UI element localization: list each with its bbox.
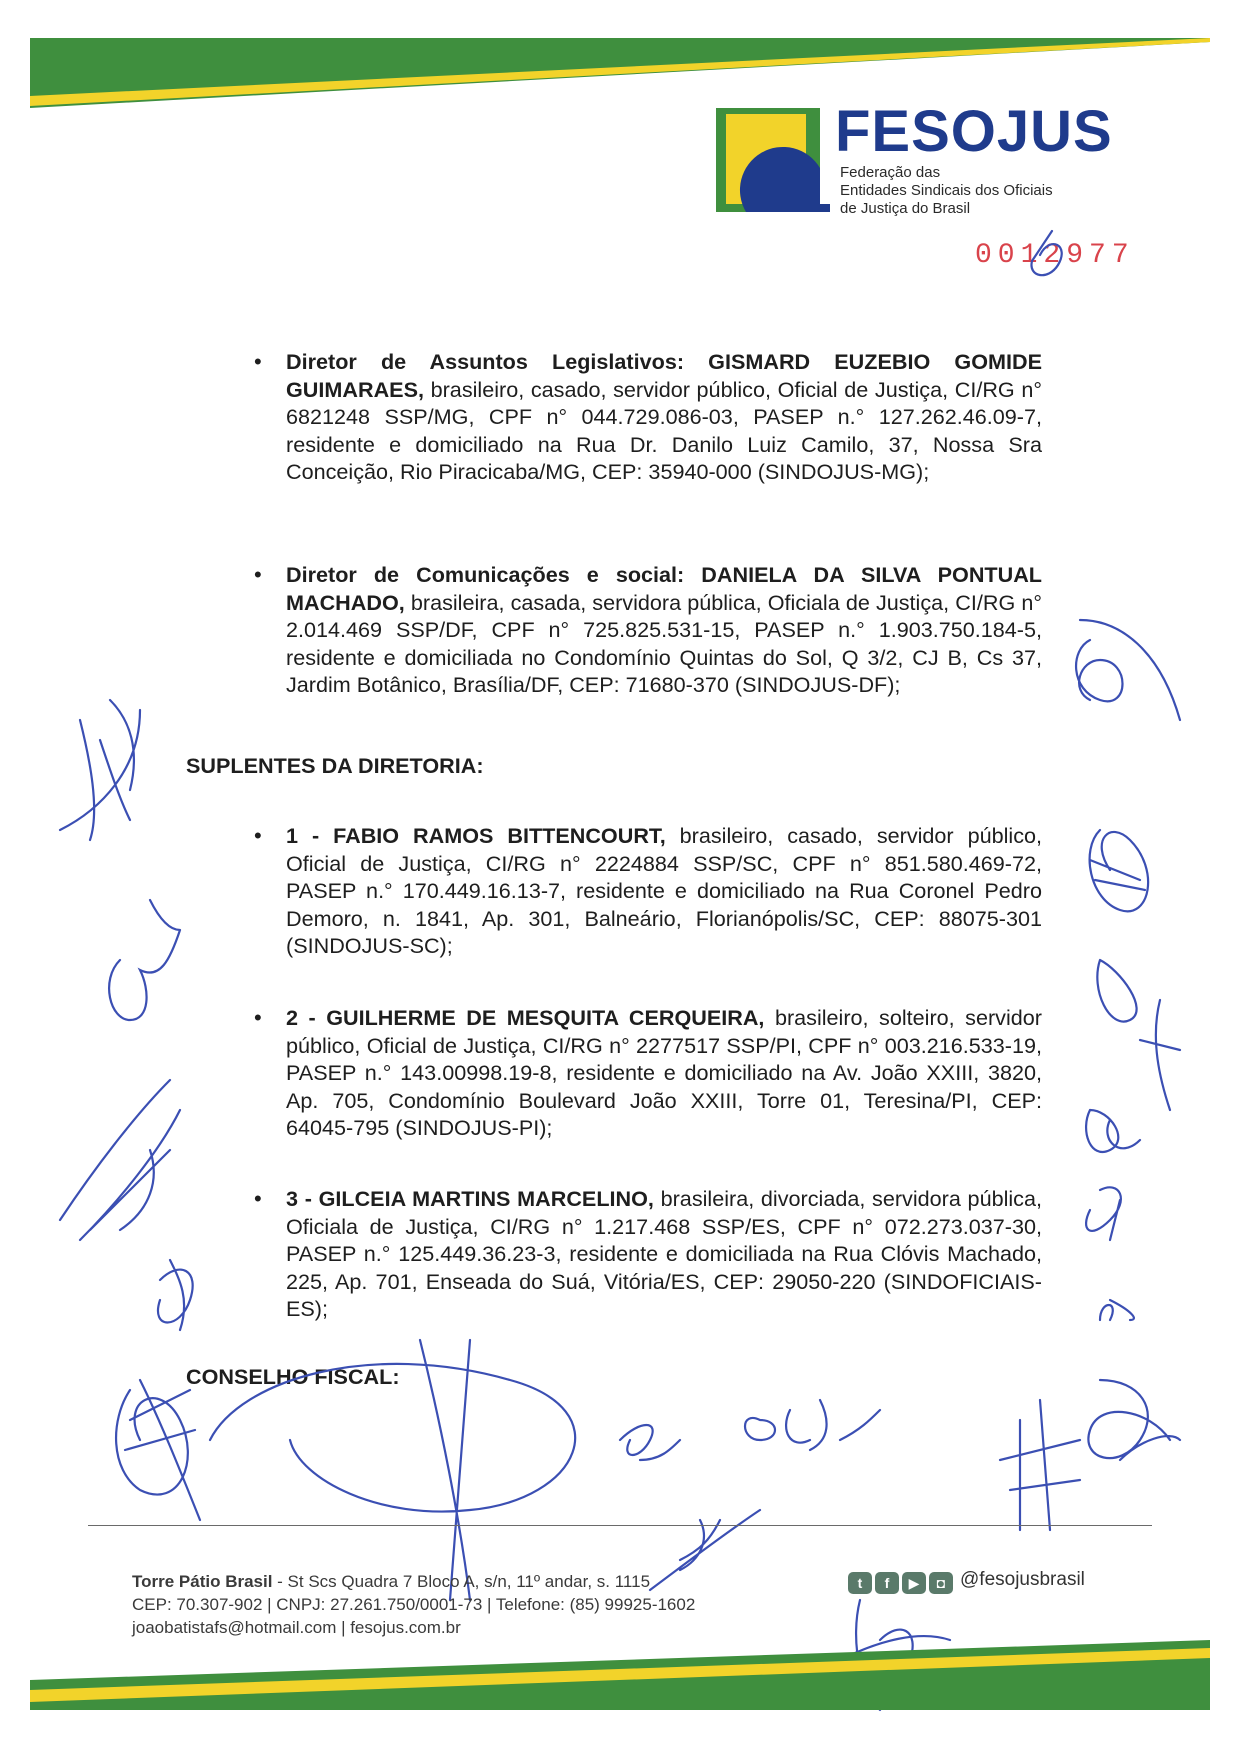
section-heading-suplentes: SUPLENTES DA DIRETORIA:	[186, 753, 484, 778]
entry-title: 1 - FABIO RAMOS BITTENCOURT,	[286, 823, 666, 848]
footer-divider	[88, 1525, 1152, 1526]
bottom-banner	[0, 1640, 1240, 1755]
brand-subtitle-line: Entidades Sindicais dos Oficiais	[840, 182, 1053, 199]
bullet: •	[254, 562, 262, 587]
brand-subtitle-line: de Justiça do Brasil	[840, 200, 971, 217]
entry-title: 3 - GILCEIA MARTINS MARCELINO,	[286, 1186, 654, 1211]
entry-title: Diretor de Assuntos Legislativos: GISMARD EUZEBIO GOMIDE GUIMARAES,	[286, 349, 1042, 402]
facebook-icon[interactable]: f	[875, 1572, 899, 1594]
entry-title: 2 - GUILHERME DE MESQUITA CERQUEIRA,	[286, 1005, 765, 1030]
bullet: •	[254, 1005, 262, 1030]
section-heading-conselho-fiscal: CONSELHO FISCAL:	[186, 1364, 400, 1389]
footer-address-bold: Torre Pátio Brasil	[132, 1572, 273, 1591]
brand-subtitle	[840, 164, 1053, 218]
entry-suplente-2	[254, 1004, 1042, 1142]
bullet: •	[254, 823, 262, 848]
entry-suplente-1	[254, 822, 1042, 960]
brand-name: FESOJUS	[835, 99, 1113, 164]
bullet: •	[254, 349, 262, 374]
instagram-icon[interactable]: ◘	[929, 1572, 953, 1594]
brand-subtitle-line: Federação das	[840, 164, 941, 181]
entry-text: brasileira, casada, servidora pública, Oficiala de Justiça, CI/RG n° 2.014.469 SSP/DF, CPF n° 725.825.531-15, PASEP n.° 1.903.750.184-5, residente e domiciliada no Condomínio Quintas do Sol, Q 3/2, CJ B, Cs 37, Jardim Botânico, Brasília/DF, CEP: 71680-370 (SINDOJUS-DF);	[286, 589, 1042, 698]
footer-contact	[132, 1570, 695, 1639]
twitter-icon[interactable]: t	[848, 1572, 872, 1594]
entry-text: brasileiro, casado, servidor público, Oficial de Justiça, CI/RG n° 2224884 SSP/SC, CPF n° 851.580.469-72, PASEP n.° 170.449.16.13-7, residente e domiciliado na Rua Coronel Pedro Demoro, n. 1841, Ap. 301, Balneário, Florianópolis/SC, CEP: 88075-301 (SINDOJUS-SC);	[286, 823, 1042, 959]
stamp-number: 0012977	[975, 240, 1135, 271]
entry-diretor-comunicacoes	[254, 561, 1042, 699]
fesojus-logo	[716, 108, 836, 218]
social-handle[interactable]: @fesojusbrasil	[960, 1569, 1085, 1590]
entry-suplente-3	[254, 1185, 1042, 1323]
youtube-icon[interactable]: ▶	[902, 1572, 926, 1594]
footer-registration: CEP: 70.307-902 | CNPJ: 27.261.750/0001-73 | Telefone: (85) 99925-1602	[132, 1595, 696, 1614]
bullet: •	[254, 1186, 262, 1211]
entry-diretor-legislativo	[254, 348, 1042, 486]
entry-text: brasileiro, casado, servidor público, Oficial de Justiça, CI/RG n° 6821248 SSP/MG, CPF n° 044.729.086-03, PASEP n.° 127.262.46.09-7, residente e domiciliado na Rua Dr. Danilo Luiz Camilo, 37, Nossa Sra Conceição, Rio Piracicaba/MG, CEP: 35940-000 (SINDOJUS-MG);	[286, 376, 1042, 485]
footer-email-site: joaobatistafs@hotmail.com | fesojus.com.br	[132, 1618, 461, 1637]
social-icons	[848, 1572, 953, 1594]
entry-text: brasileiro, solteiro, servidor público, Oficial de Justiça, CI/RG n° 2277517 SSP/PI, CPF n° 003.216.533-19, PASEP n.° 143.00998.19-8, residente e domiciliado na Av. João XXIII, 3820, Ap. 705, Condomínio Boulevard João XXIII, Torre 01, Teresina/PI, CEP: 64045-795 (SINDOJUS-PI);	[286, 1005, 1042, 1141]
footer-address: - St Scs Quadra 7 Bloco A, s/n, 11º andar, s. 1115	[272, 1572, 651, 1591]
entry-title: Diretor de Comunicações e social: DANIELA DA SILVA PONTUAL MACHADO,	[286, 562, 1042, 615]
entry-text: brasileira, divorciada, servidora pública, Oficiala de Justiça, CI/RG n° 1.217.468 SSP/ES, CPF n° 072.273.037-30, PASEP n.° 125.449.36.23-3, residente e domiciliada na Rua Clóvis Machado, 225, Ap. 701, Enseada do Suá, Vitória/ES, CEP: 29050-220 (SINDOFICIAIS-ES);	[286, 1186, 1042, 1322]
